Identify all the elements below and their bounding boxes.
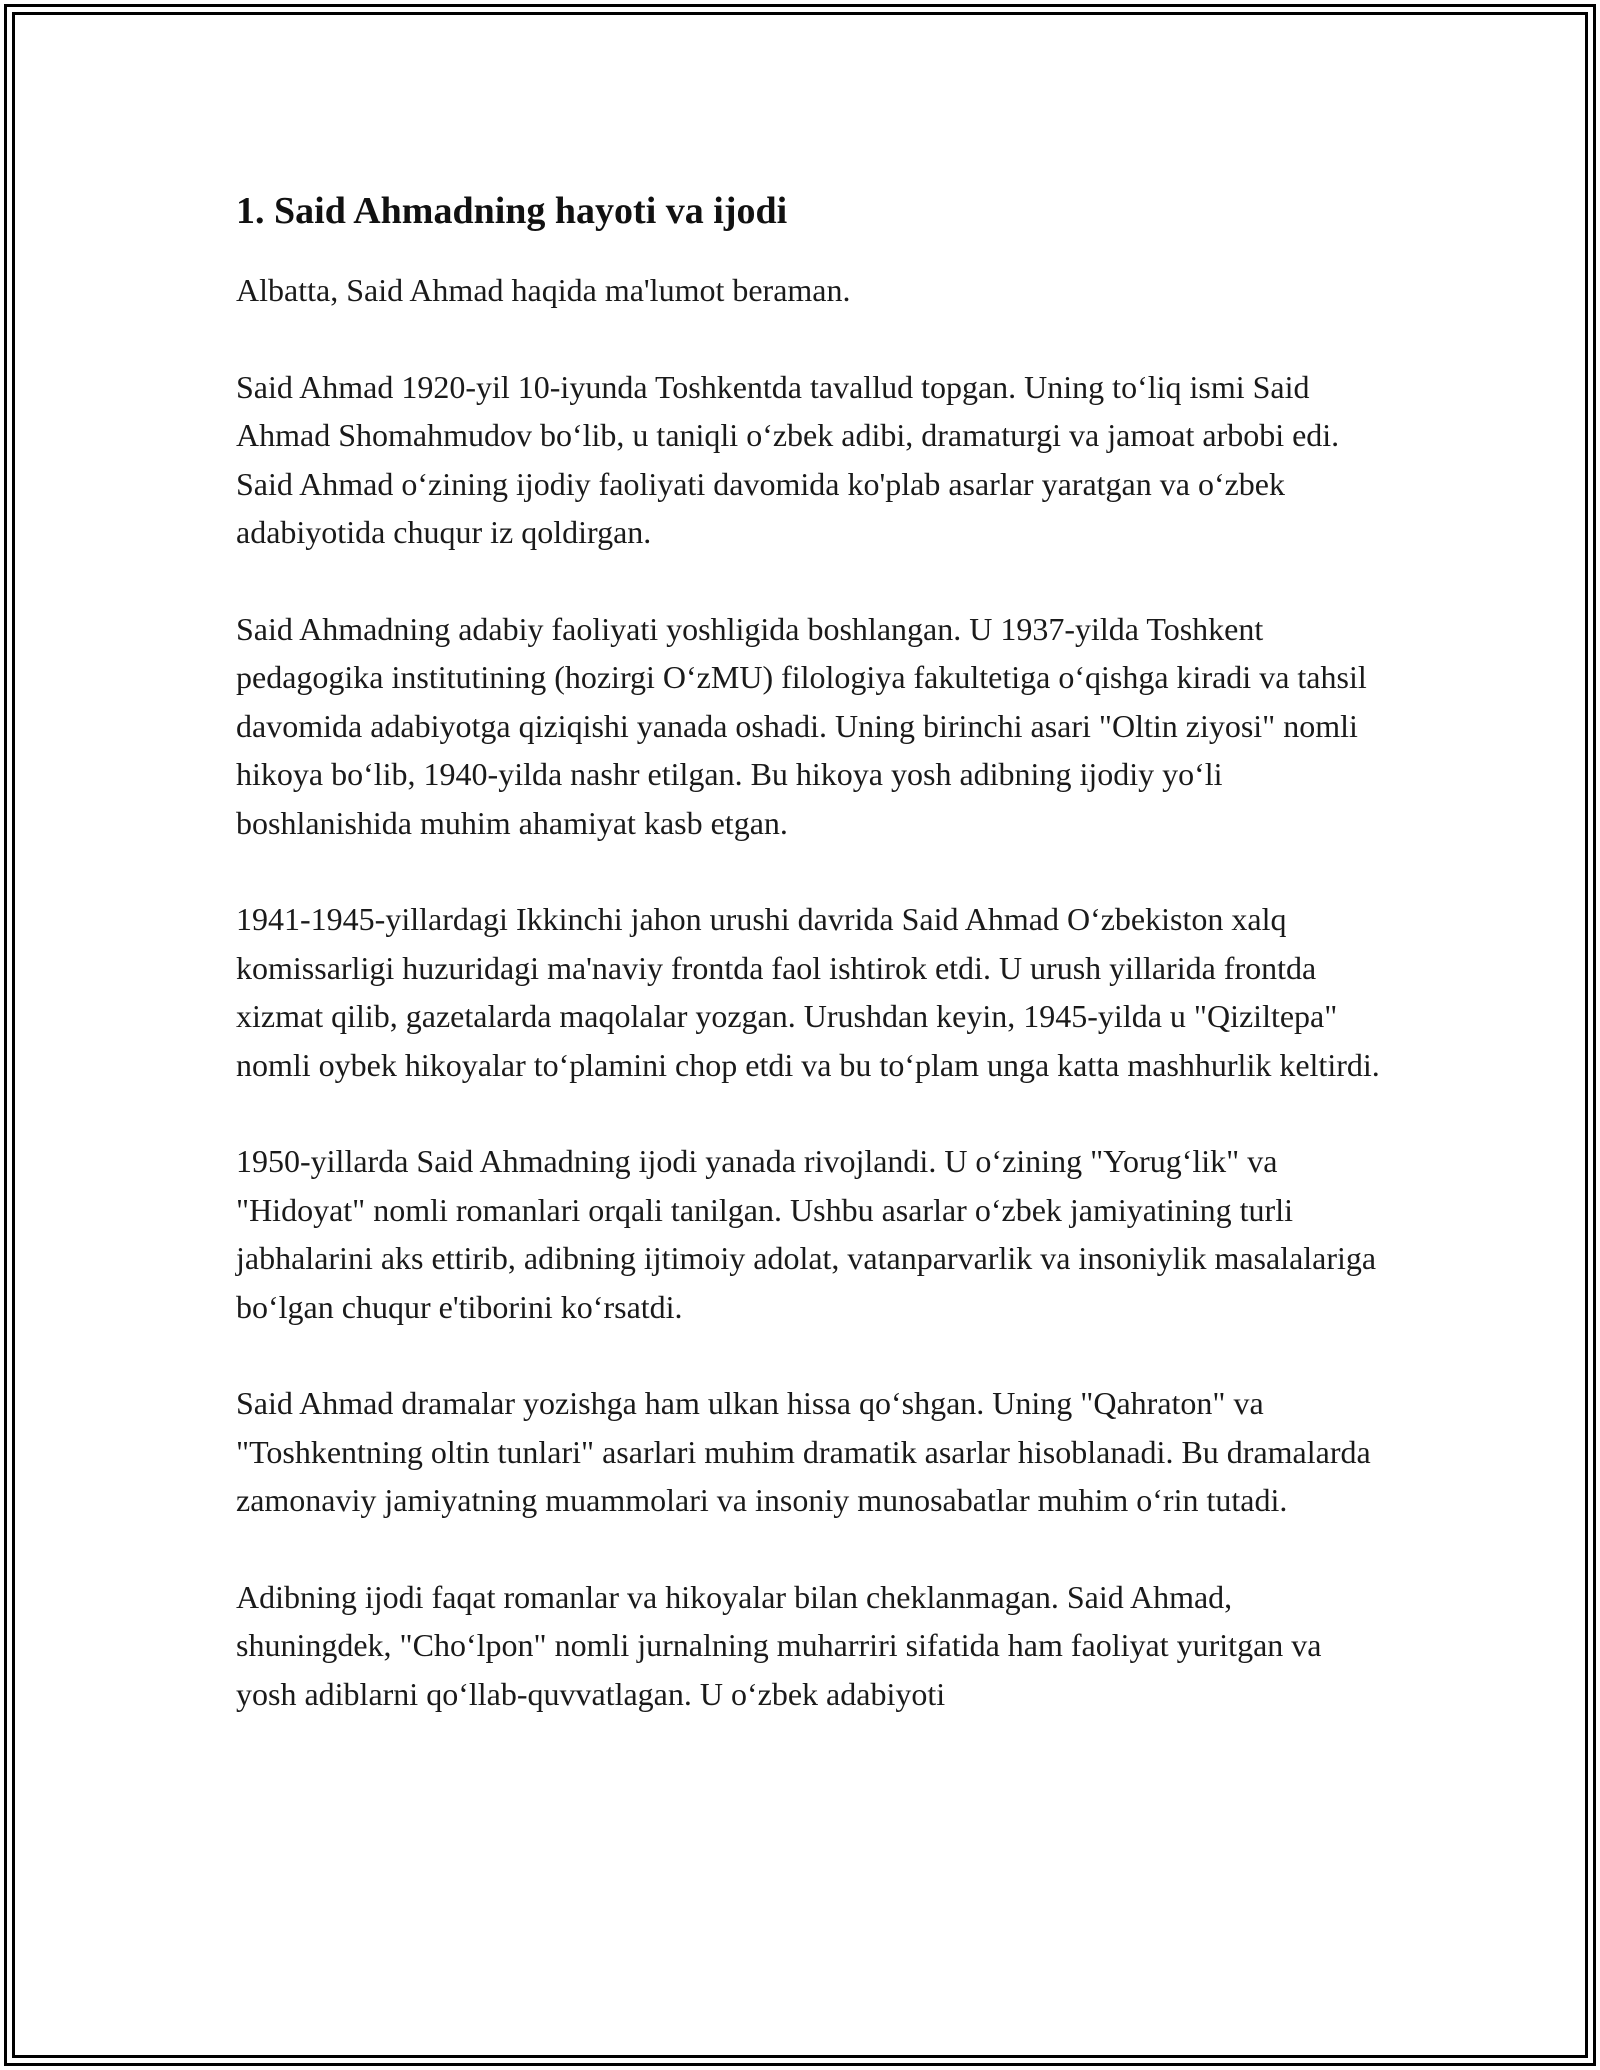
paragraph-birth: Said Ahmad 1920-yil 10-iyunda Toshkentda tavallud topgan. Uning to‘liq ismi Said Ahmad Shomahmudov bo‘lib, u taniqli o‘zbek adibi, dramaturgi va jamoat arbobi edi. Said Ahmad o‘zining ijodiy faoliyati davomida ko'plab asarlar yaratgan va o‘zbek adabiyotida chuqur iz qoldirgan. (236, 368, 1340, 550)
paragraph-1950s: 1950-yillarda Said Ahmadning ijodi yanada rivojlandi. U o‘zining "Yorug‘lik" va "Hidoyat" nomli romanlari orqali tanilgan. Ushbu asarlar o‘zbek jamiyatining turli jabhalarini aks ettirib, adibning ijtimoiy adolat, vatanparvarlik va insoniylik masalalariga bo‘lgan chuqur e'tiborini ko‘rsatdi. (236, 1143, 1377, 1325)
paragraph-early-career: Said Ahmadning adabiy faoliyati yoshligida boshlangan. U 1937-yilda Toshkent pedagogika institutining (hozirgi O‘zMU) filologiya fakultetiga o‘qishga kiradi va tahsil davomida adabiyotga qiziqishi yanada oshadi. Uning birinchi asari "Oltin ziyosi" nomli hikoya bo‘lib, 1940-yilda nashr etilgan. Bu hikoya yosh adibning ijodiy yo‘li boshlanishida muhim ahamiyat kasb etgan. (236, 610, 1367, 841)
paragraph-war-years: 1941-1945-yillardagi Ikkinchi jahon urushi davrida Said Ahmad O‘zbekiston xalq komissarligi huzuridagi ma'naviy frontda faol ishtirok etdi. U urush yillarida frontda xizmat qilib, gazetalarda maqolalar yozgan. Urushdan keyin, 1945-yilda u "Qiziltepa" nomli oybek hikoyalar to‘plamini chop etdi va bu to‘plam unga katta mashhurlik keltirdi. (236, 901, 1380, 1083)
paragraph-editorial: Adibning ijodi faqat romanlar va hikoyalar bilan cheklanmagan. Said Ahmad, shuningdek, "Cho‘lpon" nomli jurnalning muharriri sifatida ham faoliyat yuritgan va yosh adiblarni qo‘llab-quvvatlagan. U o‘zbek adabiyoti (236, 1578, 1322, 1712)
paragraph-dramas: Said Ahmad dramalar yozishga ham ulkan hissa qo‘shgan. Uning "Qahraton" va "Toshkentning oltin tunlari" asarlari muhim dramatik asarlar hisoblanadi. Bu dramalarda zamonaviy jamiyatning muammolari va insoniy munosabatlar muhim o‘rin tutadi. (236, 1385, 1371, 1518)
document-body (236, 186, 1386, 1766)
section-heading: 1. Said Ahmadning hayoti va ijodi (236, 190, 788, 232)
paragraph-intro: Albatta, Said Ahmad haqida ma'lumot beraman. (236, 272, 851, 308)
